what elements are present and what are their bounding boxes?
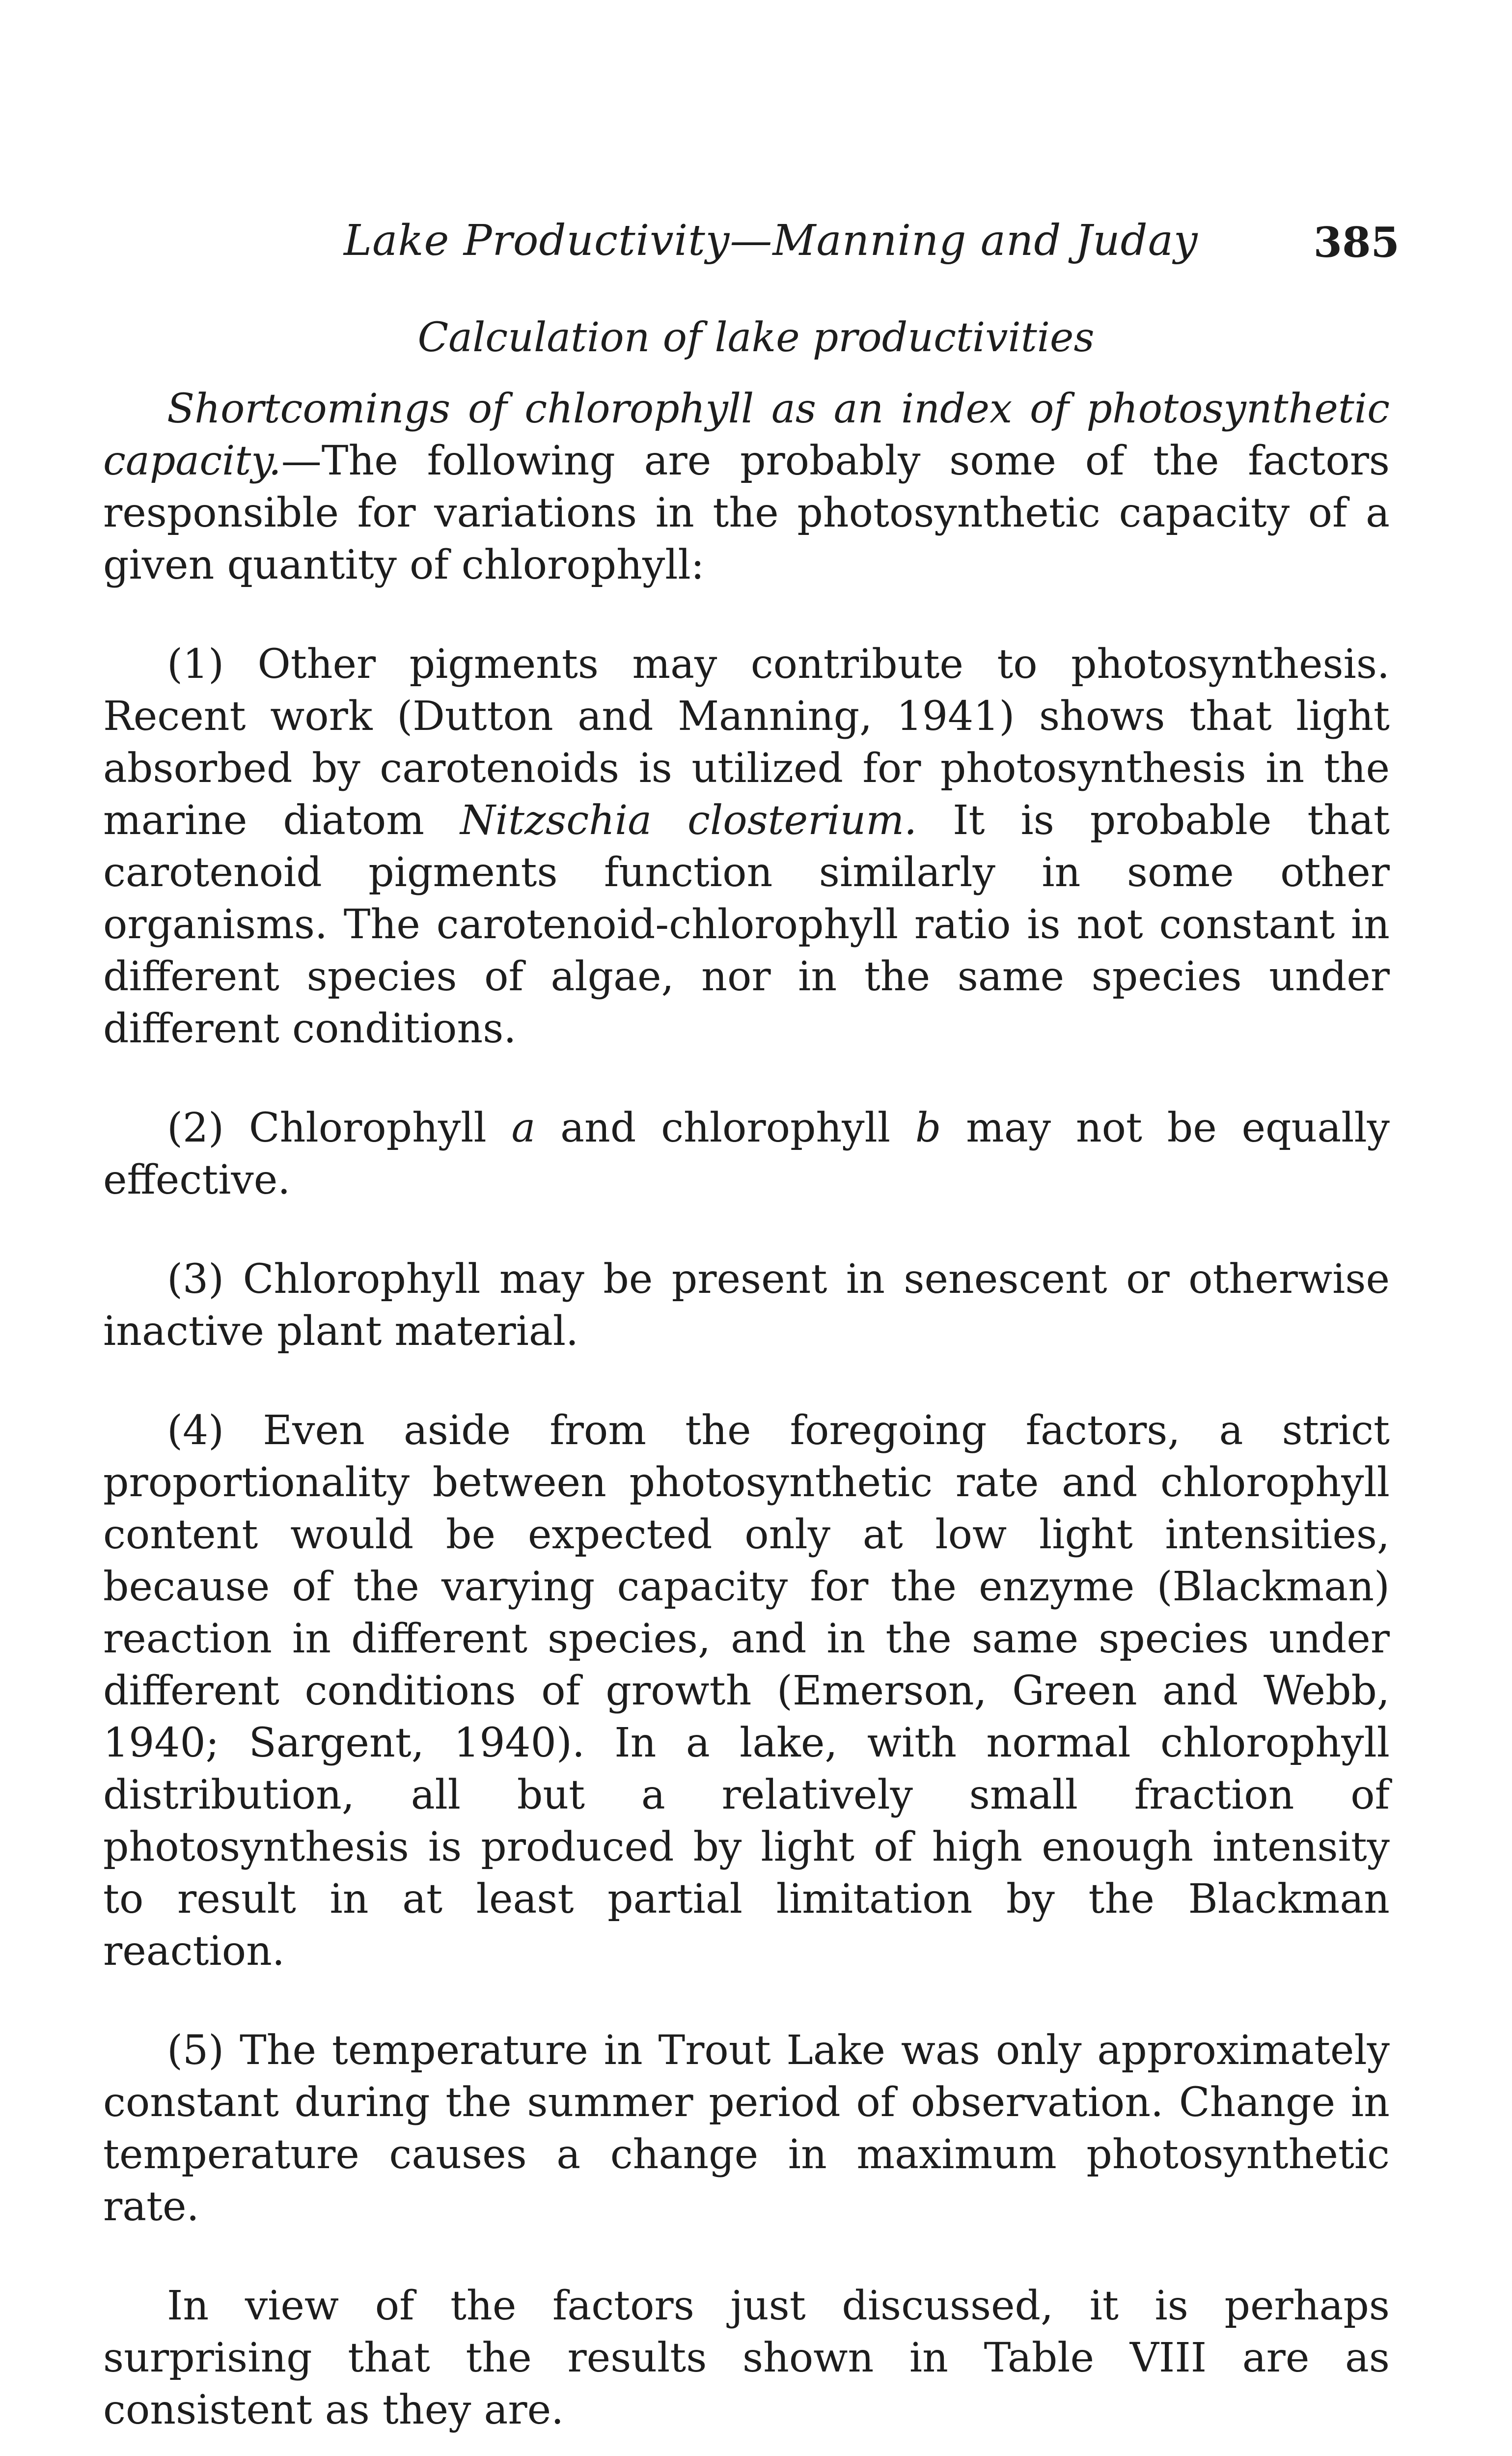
section-title: Calculation of lake productivities bbox=[417, 314, 1095, 361]
paragraph-summary bbox=[103, 2280, 1390, 2436]
paragraph-text: —The following are probably some of the factors responsible for variations in the photosynthetic capacity of a given quantity of chlorophyll: bbox=[103, 438, 1390, 588]
paragraph-factor-2 bbox=[103, 1102, 1390, 1206]
paragraph-factor-1 bbox=[103, 639, 1390, 1055]
paragraph-text: (1) Other pigments may contribute to photosynthesis. Recent work (Dutton and Manning, 1941) shows that light absorbed by carotenoids is utilized for photosynthesis in the marine diatom bbox=[103, 641, 1390, 844]
paragraph-text: and chlorophyll bbox=[535, 1105, 915, 1151]
paragraph-lead-heading: Shortcomings of chlorophyll as an index of photosynthetic capacity. bbox=[103, 386, 1390, 484]
paragraph-text: It is probable that carotenoid pigments function similarly in some other organisms. The carotenoid-chlorophyll ratio is not constant in different species of algae, nor in the same species under different conditions. bbox=[103, 797, 1390, 1052]
chlorophyll-a-label: a bbox=[511, 1105, 536, 1151]
page-number: 385 bbox=[1313, 218, 1400, 267]
paragraph-shortcomings bbox=[103, 383, 1390, 591]
paragraph-text: (3) Chlorophyll may be present in senescent or otherwise inactive plant material. bbox=[103, 1256, 1390, 1355]
paragraph-text: may not be equally effective. bbox=[103, 1105, 1390, 1203]
paragraph-text: (2) Chlorophyll bbox=[167, 1105, 512, 1151]
paragraph-factor-3 bbox=[103, 1254, 1390, 1358]
body-text bbox=[103, 383, 1390, 2456]
paragraph-factor-5 bbox=[103, 2025, 1390, 2233]
paragraph-text: (4) Even aside from the foregoing factors, a strict proportionality between photosynthetic rate and chlorophyll content would be expected only at low light intensities, because of the varying capacity for the enzyme (Blackman) reaction in different species, and in the same species under different conditions of growth (Emerson, Green and Webb, 1940; Sargent, 1940). In a lake, with normal chlorophyll distribution, all but a relatively small fraction of photosynthesis is produced by light of high enough intensity to result in at least partial limitation by the Blackman reaction. bbox=[103, 1407, 1390, 1975]
chlorophyll-b-label: b bbox=[915, 1105, 941, 1151]
species-name: Nitzschia closterium. bbox=[460, 797, 917, 844]
paragraph-factor-4 bbox=[103, 1405, 1390, 1978]
paragraph-text: In view of the factors just discussed, it is perhaps surprising that the results shown in Table VIII are as consistent as they are. bbox=[103, 2283, 1390, 2433]
paragraph-text: (5) The temperature in Trout Lake was only approximately constant during the summer period of observation. Change in temperature causes a change in maximum photosynthetic rate. bbox=[103, 2027, 1390, 2230]
page-header bbox=[344, 216, 1400, 270]
running-head: Lake Productivity—Manning and Juday bbox=[344, 216, 1198, 265]
